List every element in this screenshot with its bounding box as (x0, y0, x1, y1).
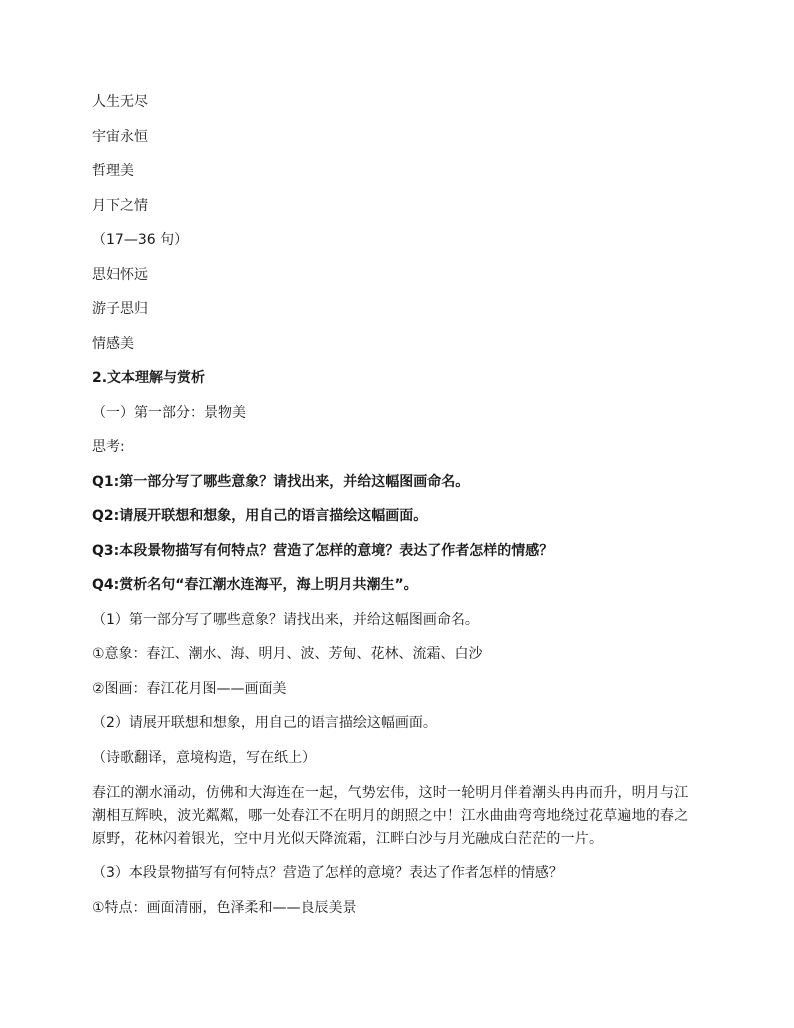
text-line-youzi: 游子思归 (92, 301, 148, 317)
text-line-rensheng: 人生无尽 (92, 94, 148, 110)
text-line-yuzhou: 宇宙永恒 (92, 128, 148, 145)
text-line-sifu: 思妇怀远 (92, 266, 148, 283)
subsection-heading: （一）第一部分：景物美 (92, 404, 246, 421)
question-q4: Q4:赏析名句“春江潮水连海平，海上明月共潮生”。 (92, 577, 418, 593)
question-q2: Q2:请展开联想和想象，用自己的语言描绘这幅画面。 (92, 508, 428, 524)
answer-2-paragraph: 春江的潮水涌动，仿佛和大海连在一起，气势宏伟，这时一轮明月伴着潮头冉冉而升，明月与江潮相互辉映，波光粼粼，哪一处春江不在明月的朗照之中！江水曲曲弯弯地绕过花草遍地的春之原野，花林闪着银光，空中月光似天降流霜，江畔白沙与月光融成白茫茫的一片。 (92, 785, 689, 847)
document-page (92, 92, 702, 932)
text-line-verse-range: （17—36 句） (92, 232, 189, 248)
answer-3-heading: （3）本段景物描写有何特点？营造了怎样的意境？表达了作者怎样的情感？ (92, 865, 563, 881)
answer-1-picture: ②图画：春江花月图——画面美 (92, 680, 287, 697)
section-heading: 2.文本理解与赏析 (92, 370, 206, 386)
question-q1: Q1:第一部分写了哪些意象？请找出来，并给这幅图画命名。 (92, 473, 470, 490)
answer-1-heading: （1）第一部分写了哪些意象？请找出来，并给这幅图画命名。 (92, 611, 479, 628)
text-line-zheli: 哲理美 (92, 163, 134, 179)
text-line-yuexia: 月下之情 (92, 197, 148, 214)
answer-1-imagery: ①意象：春江、潮水、海、明月、波、芳甸、花林、流霜、白沙 (92, 646, 483, 662)
question-q3: Q3:本段景物描写有何特点？营造了怎样的意境？表达了作者怎样的情感？ (92, 542, 554, 559)
think-label: 思考: (92, 439, 125, 455)
answer-2-heading: （2）请展开联想和想象，用自己的语言描绘这幅画面。 (92, 715, 437, 731)
answer-2-note: （诗歌翻译，意境构造，写在纸上） (92, 749, 316, 766)
answer-3-feature: ①特点：画面清丽，色泽柔和——良辰美景 (92, 899, 357, 916)
text-line-qinggan: 情感美 (92, 335, 134, 352)
